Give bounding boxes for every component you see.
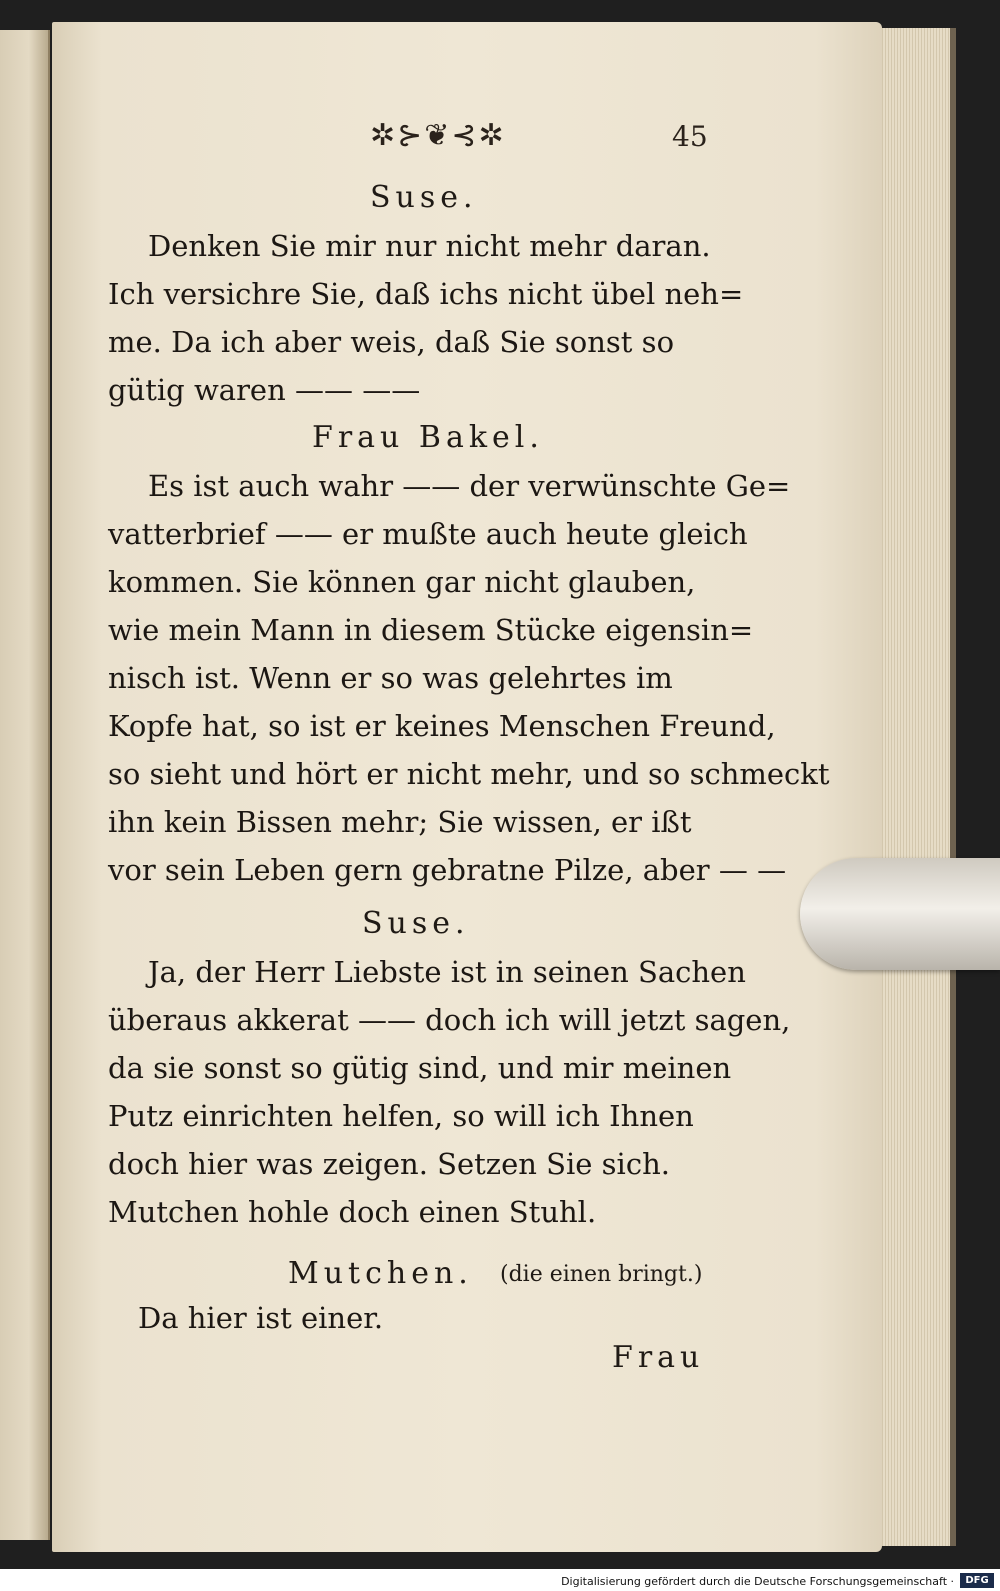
dfg-logo: DFG <box>960 1573 994 1588</box>
page-clip <box>800 858 1000 970</box>
text-line: Da hier ist einer. <box>138 1301 384 1335</box>
text-line: Es ist auch wahr —— der verwünschte Ge= <box>148 469 791 503</box>
header-ornament: ✲⊱❦⊰✲ <box>370 118 506 153</box>
text-line: Ja, der Herr Liebste ist in seinen Sachen <box>148 955 746 989</box>
text-line: vor sein Leben gern gebratne Pilze, aber — — <box>108 853 787 887</box>
text-line: so sieht und hört er nicht mehr, und so schmeckt <box>108 757 830 791</box>
text-line: wie mein Mann in diesem Stücke eigensin= <box>108 613 754 647</box>
text-line: da sie sonst so gütig sind, und mir meinen <box>108 1051 732 1085</box>
page-number: 45 <box>672 120 708 153</box>
text-line: me. Da ich aber weis, daß Sie sonst so <box>108 325 675 359</box>
speaker-name: Mutchen. <box>288 1256 473 1291</box>
text-line: Kopfe hat, so ist er keines Menschen Freund, <box>108 709 776 743</box>
text-line: Ich versichre Sie, daß ichs nicht übel neh= <box>108 277 744 311</box>
page-stack-edge <box>880 28 956 1546</box>
catchword: Frau <box>612 1340 705 1375</box>
speaker-name: Frau Bakel. <box>312 420 544 455</box>
text-line: Mutchen hohle doch einen Stuhl. <box>108 1195 597 1229</box>
speaker-name: Suse. <box>362 906 470 941</box>
text-line: überaus akkerat —— doch ich will jetzt sagen, <box>108 1003 791 1037</box>
text-line: ihn kein Bissen mehr; Sie wissen, er ißt <box>108 805 692 839</box>
speaker-name: Suse. <box>370 180 478 215</box>
left-page-edge <box>0 30 50 1540</box>
text-line: Denken Sie mir nur nicht mehr daran. <box>148 229 711 263</box>
text-line: nisch ist. Wenn er so was gelehrtes im <box>108 661 673 695</box>
text-line: doch hier was zeigen. Setzen Sie sich. <box>108 1147 670 1181</box>
text-line: gütig waren —— —— <box>108 373 421 407</box>
text-line: Putz einrichten helfen, so will ich Ihnen <box>108 1099 694 1133</box>
footer-bar <box>0 1569 1000 1591</box>
footer-credit: Digitalisierung gefördert durch die Deutsche Forschungsgemeinschaft · <box>561 1575 954 1588</box>
text-line: vatterbrief —— er mußte auch heute gleich <box>108 517 748 551</box>
text-line: kommen. Sie können gar nicht glauben, <box>108 565 696 599</box>
stage-direction: (die einen bringt.) <box>500 1262 703 1287</box>
